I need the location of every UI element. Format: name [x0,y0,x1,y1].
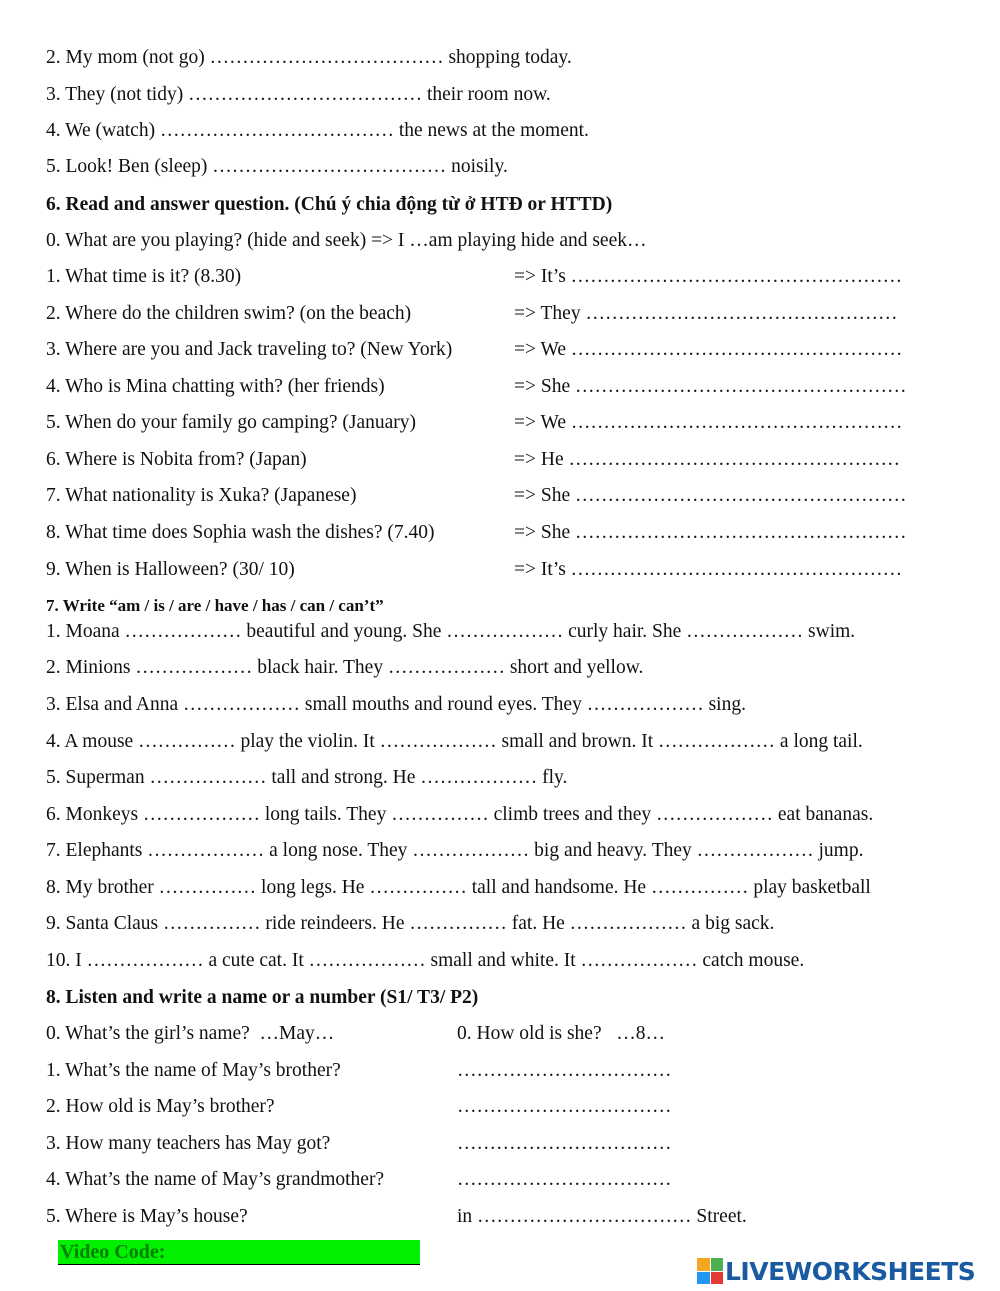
liveworksheets-wordmark: LIVEWORKSHEETS [725,1256,976,1286]
exercise-8-answer-blank[interactable]: …………………………… [457,1096,672,1117]
exercise-6-example: 0. What are you playing? (hide and seek) => I …am playing hide and seek… [46,230,647,251]
exercise-7-item[interactable]: 6. Monkeys ……………… long tails. They …………… climb trees and they ……………… eat bananas. [46,804,874,825]
exercise-6-answer-blank[interactable]: => It’s …………………………………………… [514,266,903,287]
exercise-8-question: 2. How old is May’s brother? [46,1096,275,1117]
exercise-7-item[interactable]: 4. A mouse …………… play the violin. It ……………… small and brown. It ……………… a long tail. [46,731,863,752]
exercise-8-example-question: 0. What’s the girl’s name? …May… [46,1023,335,1044]
exercise-8-question: 5. Where is May’s house? [46,1206,248,1227]
exercise-8-answer-blank[interactable]: …………………………… [457,1169,672,1190]
exercise-8-example-answer: 0. How old is she? …8… [457,1023,665,1044]
exercise-7-item[interactable]: 1. Moana ……………… beautiful and young. She ……………… curly hair. She ……………… swim. [46,621,856,642]
exercise-5-item-3: 3. They (not tidy) ……………………………… their room now. [46,84,551,105]
exercise-8-heading: 8. Listen and write a name or a number (S1/ T3/ P2) [46,987,479,1008]
video-code-field[interactable] [58,1240,420,1265]
exercise-8-question: 1. What’s the name of May’s brother? [46,1060,341,1081]
exercise-6-heading: 6. Read and answer question. (Chú ý chia động từ ở HTĐ or HTTD) [46,194,613,215]
exercise-6-answer-blank[interactable]: => They ………………………………………… [514,303,898,324]
exercise-8-answer-blank[interactable]: …………………………… [457,1060,672,1081]
video-code-label: Video Code: [60,1241,166,1263]
exercise-6-question: 8. What time does Sophia wash the dishes? (7.40) [46,522,435,543]
exercise-6-answer-blank[interactable]: => She …………………………………………… [514,376,907,397]
liveworksheets-logo-icon [697,1258,723,1284]
exercise-8-question: 3. How many teachers has May got? [46,1133,331,1154]
exercise-6-answer-blank[interactable]: => We …………………………………………… [514,339,903,360]
exercise-6-question: 5. When do your family go camping? (January) [46,412,417,433]
exercise-6-answer-blank[interactable]: => He …………………………………………… [514,449,900,470]
exercise-5-item-2: 2. My mom (not go) ……………………………… shopping today. [46,47,572,68]
exercise-7-item[interactable]: 3. Elsa and Anna ……………… small mouths and round eyes. They ……………… sing. [46,694,746,715]
exercise-7-item[interactable]: 9. Santa Claus …………… ride reindeers. He …………… fat. He ……………… a big sack. [46,913,775,934]
exercise-6-answer-blank[interactable]: => She …………………………………………… [514,485,907,506]
exercise-6-question: 4. Who is Mina chatting with? (her friends) [46,376,385,397]
exercise-8-question: 4. What’s the name of May’s grandmother? [46,1169,385,1190]
exercise-5-item-5: 5. Look! Ben (sleep) ……………………………… noisily. [46,156,508,177]
exercise-5-item-4: 4. We (watch) ……………………………… the news at the moment. [46,120,589,141]
exercise-6-question: 2. Where do the children swim? (on the beach) [46,303,412,324]
exercise-6-question: 6. Where is Nobita from? (Japan) [46,449,307,470]
exercise-7-item[interactable]: 10. I ……………… a cute cat. It ……………… small and white. It ……………… catch mouse. [46,950,805,971]
exercise-6-question: 7. What nationality is Xuka? (Japanese) [46,485,357,506]
exercise-7-item[interactable]: 5. Superman ……………… tall and strong. He ……………… fly. [46,767,568,788]
exercise-7-item[interactable]: 7. Elephants ……………… a long nose. They ……………… big and heavy. They ……………… jump. [46,840,864,861]
exercise-8-answer-blank[interactable]: in …………………………… Street. [457,1206,747,1227]
exercise-8-answer-blank[interactable]: …………………………… [457,1133,672,1154]
exercise-6-answer-blank[interactable]: => We …………………………………………… [514,412,903,433]
liveworksheets-logo [697,1255,975,1287]
exercise-6-question: 3. Where are you and Jack traveling to? (New York) [46,339,453,360]
exercise-7-item[interactable]: 2. Minions ……………… black hair. They ……………… short and yellow. [46,657,644,678]
exercise-7-item[interactable]: 8. My brother …………… long legs. He …………… tall and handsome. He …………… play basketball [46,877,871,898]
exercise-6-question: 9. When is Halloween? (30/ 10) [46,559,295,580]
exercise-6-answer-blank[interactable]: => It’s …………………………………………… [514,559,903,580]
exercise-6-answer-blank[interactable]: => She …………………………………………… [514,522,907,543]
exercise-7-heading: 7. Write “am / is / are / have / has / can / can’t” [46,596,384,615]
exercise-6-question: 1. What time is it? (8.30) [46,266,242,287]
